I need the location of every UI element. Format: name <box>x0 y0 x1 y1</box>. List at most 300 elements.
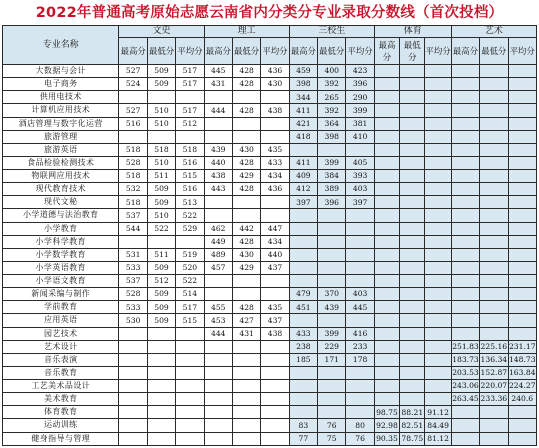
score-cell-tiyu-min <box>400 353 425 366</box>
score-cell-sanxiaosheng-max <box>289 143 317 156</box>
score-cell-ligong-max <box>204 196 232 209</box>
score-cell-yishu-max <box>451 196 479 209</box>
score-cell-tiyu-avg: 81.12 <box>425 432 451 446</box>
score-cell-sanxiaosheng-min: 384 <box>318 170 346 183</box>
score-cell-sanxiaosheng-min: 439 <box>318 301 346 314</box>
score-cell-sanxiaosheng-min <box>318 209 346 222</box>
score-cell-tiyu-avg <box>425 196 451 209</box>
major-name-cell: 食品检验检测技术 <box>3 156 119 169</box>
score-cell-wenshi-max: 527 <box>119 65 147 78</box>
score-cell-sanxiaosheng-avg: 410 <box>346 130 374 143</box>
score-cell-ligong-max: 449 <box>204 235 232 248</box>
score-cell-ligong-min <box>232 275 260 288</box>
score-cell-sanxiaosheng-avg <box>346 209 374 222</box>
score-cell-yishu-min <box>480 65 508 78</box>
score-cell-yishu-max <box>451 209 479 222</box>
score-cell-tiyu-min <box>400 301 425 314</box>
score-cell-sanxiaosheng-max: 418 <box>289 130 317 143</box>
score-cell-sanxiaosheng-min: 370 <box>318 288 346 301</box>
score-cell-sanxiaosheng-avg <box>346 406 374 419</box>
score-cell-tiyu-max <box>374 170 399 183</box>
score-cell-yishu-avg <box>508 65 536 78</box>
major-name-cell: 小学道德与法治教育 <box>3 209 119 222</box>
score-cell-yishu-max <box>451 327 479 340</box>
score-cell-wenshi-min: 509 <box>147 314 175 327</box>
score-cell-ligong-avg: 433 <box>261 156 289 169</box>
score-cell-tiyu-max <box>374 301 399 314</box>
score-cell-tiyu-max <box>374 156 399 169</box>
score-cell-tiyu-min <box>400 340 425 353</box>
score-cell-wenshi-avg <box>176 340 204 353</box>
score-cell-wenshi-avg <box>176 393 204 406</box>
score-cell-tiyu-max <box>374 78 399 91</box>
score-cell-ligong-min <box>232 419 260 432</box>
score-cell-ligong-max <box>204 380 232 393</box>
score-cell-yishu-max <box>451 235 479 248</box>
score-cell-wenshi-min: 512 <box>147 275 175 288</box>
table-row <box>3 353 537 366</box>
score-cell-ligong-max: 445 <box>204 65 232 78</box>
score-cell-wenshi-min: 518 <box>147 143 175 156</box>
score-cell-sanxiaosheng-avg: 403 <box>346 183 374 196</box>
major-name-cell: 园艺技术 <box>3 327 119 340</box>
score-cell-ligong-max <box>204 275 232 288</box>
score-cell-ligong-max <box>204 130 232 143</box>
score-cell-sanxiaosheng-max <box>289 406 317 419</box>
score-cell-ligong-avg <box>261 366 289 379</box>
score-cell-tiyu-avg <box>425 288 451 301</box>
score-cell-yishu-max <box>451 65 479 78</box>
major-name-cell: 小学英语教育 <box>3 261 119 274</box>
score-cell-tiyu-max: 90.35 <box>374 432 399 446</box>
score-cell-wenshi-min <box>147 130 175 143</box>
score-cell-yishu-avg <box>508 78 536 91</box>
score-cell-tiyu-avg <box>425 301 451 314</box>
score-cell-sanxiaosheng-max: 412 <box>289 183 317 196</box>
score-cell-sanxiaosheng-min <box>318 366 346 379</box>
score-cell-tiyu-avg <box>425 183 451 196</box>
score-cell-tiyu-max <box>374 222 399 235</box>
group-header-tiyu: 体育 <box>374 26 451 38</box>
score-cell-sanxiaosheng-max <box>289 366 317 379</box>
score-cell-ligong-max <box>204 366 232 379</box>
score-cell-sanxiaosheng-avg <box>346 222 374 235</box>
score-cell-tiyu-max <box>374 393 399 406</box>
score-cell-wenshi-min: 510 <box>147 156 175 169</box>
table-row <box>3 288 537 301</box>
admission-score-table <box>2 25 537 446</box>
score-cell-tiyu-min <box>400 314 425 327</box>
score-cell-yishu-avg: 224.27 <box>508 380 536 393</box>
score-cell-ligong-avg: 434 <box>261 170 289 183</box>
major-name-cell: 电子商务 <box>3 78 119 91</box>
table-row <box>3 327 537 340</box>
score-cell-ligong-avg <box>261 288 289 301</box>
major-name-cell: 酒店管理与数字化运营 <box>3 117 119 130</box>
major-name-cell: 小学语文教育 <box>3 275 119 288</box>
score-cell-wenshi-min <box>147 393 175 406</box>
score-cell-yishu-max <box>451 91 479 104</box>
score-cell-wenshi-avg: 515 <box>176 314 204 327</box>
score-cell-yishu-avg <box>508 196 536 209</box>
score-cell-yishu-min: 225.16 <box>480 340 508 353</box>
score-cell-ligong-min <box>232 406 260 419</box>
score-cell-wenshi-avg <box>176 366 204 379</box>
score-cell-yishu-max: 203.53 <box>451 366 479 379</box>
score-cell-ligong-min: 429 <box>232 261 260 274</box>
score-cell-yishu-max <box>451 288 479 301</box>
score-cell-yishu-avg <box>508 314 536 327</box>
score-cell-sanxiaosheng-avg <box>346 143 374 156</box>
score-cell-tiyu-avg <box>425 275 451 288</box>
score-cell-sanxiaosheng-max <box>289 314 317 327</box>
score-cell-ligong-min <box>232 117 260 130</box>
score-cell-sanxiaosheng-avg: 178 <box>346 353 374 366</box>
score-cell-ligong-avg <box>261 275 289 288</box>
table-row <box>3 235 537 248</box>
major-name-cell: 音乐表演 <box>3 353 119 366</box>
score-cell-sanxiaosheng-avg <box>346 261 374 274</box>
score-cell-sanxiaosheng-min <box>318 314 346 327</box>
score-cell-yishu-max <box>451 156 479 169</box>
score-cell-yishu-avg <box>508 288 536 301</box>
score-cell-tiyu-min <box>400 196 425 209</box>
score-cell-sanxiaosheng-min <box>318 248 346 261</box>
score-cell-ligong-max: 453 <box>204 314 232 327</box>
score-cell-ligong-min: 428 <box>232 156 260 169</box>
header-group-row <box>3 26 537 38</box>
score-cell-sanxiaosheng-avg: 416 <box>346 327 374 340</box>
score-cell-tiyu-max <box>374 366 399 379</box>
score-cell-yishu-avg <box>508 104 536 117</box>
table-row <box>3 143 537 156</box>
score-cell-sanxiaosheng-min: 171 <box>318 353 346 366</box>
score-cell-sanxiaosheng-avg: 445 <box>346 301 374 314</box>
score-cell-tiyu-max: 98.75 <box>374 406 399 419</box>
score-cell-yishu-avg: 148.73 <box>508 353 536 366</box>
table-row <box>3 406 537 419</box>
score-cell-tiyu-min <box>400 380 425 393</box>
sub-header-min: 最低分 <box>318 38 346 65</box>
score-cell-wenshi-avg <box>176 91 204 104</box>
score-cell-yishu-max <box>451 248 479 261</box>
score-cell-wenshi-max: 530 <box>119 314 147 327</box>
score-cell-yishu-min <box>480 183 508 196</box>
score-cell-sanxiaosheng-min <box>318 380 346 393</box>
score-cell-tiyu-avg <box>425 248 451 261</box>
score-cell-ligong-min: 428 <box>232 104 260 117</box>
score-cell-sanxiaosheng-avg: 397 <box>346 196 374 209</box>
score-cell-wenshi-min <box>147 432 175 446</box>
group-header-yishu: 艺术 <box>451 26 536 38</box>
score-cell-sanxiaosheng-max: 409 <box>289 170 317 183</box>
score-cell-sanxiaosheng-min: 389 <box>318 183 346 196</box>
score-cell-wenshi-avg: 517 <box>176 65 204 78</box>
score-cell-yishu-max <box>451 143 479 156</box>
score-cell-yishu-min <box>480 432 508 446</box>
score-cell-ligong-max: 457 <box>204 261 232 274</box>
table-row <box>3 170 537 183</box>
score-cell-ligong-min: 431 <box>232 327 260 340</box>
score-cell-wenshi-max: 531 <box>119 248 147 261</box>
score-cell-ligong-min <box>232 432 260 446</box>
score-cell-wenshi-max: 533 <box>119 261 147 274</box>
score-cell-wenshi-avg: 516 <box>176 156 204 169</box>
score-cell-yishu-min <box>480 130 508 143</box>
score-cell-yishu-avg <box>508 209 536 222</box>
score-cell-wenshi-avg: 522 <box>176 209 204 222</box>
score-cell-yishu-min <box>480 170 508 183</box>
score-cell-yishu-min: 152.87 <box>480 366 508 379</box>
score-cell-wenshi-max: 544 <box>119 222 147 235</box>
score-cell-ligong-avg: 436 <box>261 65 289 78</box>
score-cell-tiyu-min <box>400 288 425 301</box>
score-cell-sanxiaosheng-min: 265 <box>318 91 346 104</box>
score-cell-tiyu-min <box>400 156 425 169</box>
score-cell-wenshi-max <box>119 130 147 143</box>
score-cell-ligong-avg <box>261 393 289 406</box>
score-cell-sanxiaosheng-max: 344 <box>289 91 317 104</box>
score-cell-ligong-max <box>204 288 232 301</box>
score-cell-ligong-avg <box>261 353 289 366</box>
score-cell-yishu-max <box>451 275 479 288</box>
sub-header-min: 最低分 <box>147 38 175 65</box>
table-row <box>3 91 537 104</box>
score-cell-ligong-max <box>204 209 232 222</box>
score-cell-ligong-avg <box>261 380 289 393</box>
score-cell-sanxiaosheng-avg: 403 <box>346 288 374 301</box>
score-cell-wenshi-avg: 517 <box>176 78 204 91</box>
score-cell-ligong-max <box>204 406 232 419</box>
major-name-cell: 音乐教育 <box>3 366 119 379</box>
score-cell-wenshi-min: 509 <box>147 288 175 301</box>
score-cell-yishu-max <box>451 301 479 314</box>
score-cell-tiyu-max <box>374 91 399 104</box>
score-cell-tiyu-avg <box>425 209 451 222</box>
score-cell-tiyu-min: 88.21 <box>400 406 425 419</box>
score-cell-yishu-min <box>480 156 508 169</box>
score-cell-tiyu-max <box>374 314 399 327</box>
score-cell-wenshi-min <box>147 406 175 419</box>
score-cell-ligong-min: 430 <box>232 248 260 261</box>
major-name-cell: 健身指导与管理 <box>3 432 119 446</box>
table-row <box>3 78 537 91</box>
score-cell-sanxiaosheng-min: 392 <box>318 104 346 117</box>
score-cell-wenshi-max <box>119 393 147 406</box>
score-cell-ligong-min: 428 <box>232 301 260 314</box>
score-cell-tiyu-avg <box>425 380 451 393</box>
score-cell-wenshi-max: 537 <box>119 275 147 288</box>
score-cell-wenshi-min <box>147 380 175 393</box>
score-cell-wenshi-avg: 518 <box>176 143 204 156</box>
score-cell-wenshi-max: 518 <box>119 143 147 156</box>
score-cell-sanxiaosheng-min: 75 <box>318 432 346 446</box>
score-cell-sanxiaosheng-avg <box>346 393 374 406</box>
score-cell-sanxiaosheng-min: 398 <box>318 130 346 143</box>
score-cell-yishu-avg <box>508 222 536 235</box>
score-cell-ligong-avg: 437 <box>261 261 289 274</box>
score-cell-wenshi-min: 510 <box>147 209 175 222</box>
score-cell-tiyu-max: 92.98 <box>374 419 399 432</box>
score-cell-sanxiaosheng-max: 459 <box>289 65 317 78</box>
score-cell-sanxiaosheng-max: 397 <box>289 196 317 209</box>
table-row <box>3 393 537 406</box>
table-row <box>3 301 537 314</box>
major-name-cell: 供用电技术 <box>3 91 119 104</box>
score-cell-sanxiaosheng-max <box>289 209 317 222</box>
table-row <box>3 65 537 78</box>
score-cell-tiyu-max <box>374 65 399 78</box>
score-cell-sanxiaosheng-min: 364 <box>318 117 346 130</box>
score-cell-ligong-min <box>232 393 260 406</box>
score-cell-wenshi-max <box>119 340 147 353</box>
score-cell-ligong-max: 438 <box>204 170 232 183</box>
score-cell-wenshi-avg: 514 <box>176 288 204 301</box>
score-cell-yishu-min <box>480 301 508 314</box>
score-cell-wenshi-min: 510 <box>147 117 175 130</box>
score-cell-ligong-avg <box>261 117 289 130</box>
score-cell-tiyu-min <box>400 65 425 78</box>
score-cell-tiyu-min: 78.75 <box>400 432 425 446</box>
score-cell-tiyu-min <box>400 183 425 196</box>
score-cell-yishu-max: 183.73 <box>451 353 479 366</box>
table-body <box>3 65 537 446</box>
score-cell-yishu-max: 243.06 <box>451 380 479 393</box>
sub-header-avg: 平均分 <box>261 38 289 65</box>
sub-header-avg: 平均分 <box>176 38 204 65</box>
major-name-cell: 应用英语 <box>3 314 119 327</box>
score-cell-ligong-max <box>204 340 232 353</box>
score-cell-tiyu-max <box>374 275 399 288</box>
score-cell-wenshi-min: 509 <box>147 78 175 91</box>
table-row <box>3 209 537 222</box>
sub-header-avg: 平均分 <box>425 38 451 65</box>
score-cell-yishu-avg <box>508 327 536 340</box>
score-cell-sanxiaosheng-avg <box>346 248 374 261</box>
major-name-cell: 旅游管理 <box>3 130 119 143</box>
table-row <box>3 117 537 130</box>
table-row <box>3 156 537 169</box>
score-cell-yishu-min: 136.34 <box>480 353 508 366</box>
score-cell-sanxiaosheng-avg <box>346 235 374 248</box>
major-name-cell: 运动训练 <box>3 419 119 432</box>
score-cell-ligong-min <box>232 209 260 222</box>
score-cell-ligong-avg: 438 <box>261 104 289 117</box>
score-cell-yishu-avg <box>508 406 536 419</box>
score-cell-ligong-max: 444 <box>204 104 232 117</box>
major-name-header: 专业名称 <box>3 26 119 65</box>
score-cell-ligong-max: 440 <box>204 156 232 169</box>
table-row <box>3 314 537 327</box>
score-cell-yishu-avg <box>508 235 536 248</box>
score-cell-wenshi-avg: 517 <box>176 301 204 314</box>
score-cell-sanxiaosheng-max: 398 <box>289 78 317 91</box>
score-cell-sanxiaosheng-max <box>289 222 317 235</box>
score-cell-tiyu-avg <box>425 143 451 156</box>
score-cell-wenshi-max <box>119 327 147 340</box>
score-cell-yishu-max <box>451 130 479 143</box>
score-cell-wenshi-avg <box>176 130 204 143</box>
major-name-cell: 物联网应用技术 <box>3 170 119 183</box>
score-cell-tiyu-max <box>374 353 399 366</box>
score-cell-yishu-max: 251.83 <box>451 340 479 353</box>
score-cell-ligong-min <box>232 288 260 301</box>
table-row <box>3 432 537 446</box>
score-cell-wenshi-avg: 517 <box>176 104 204 117</box>
score-cell-tiyu-avg <box>425 130 451 143</box>
score-cell-wenshi-max: 537 <box>119 209 147 222</box>
score-cell-tiyu-avg <box>425 170 451 183</box>
score-cell-yishu-min <box>480 143 508 156</box>
score-cell-ligong-avg: 436 <box>261 183 289 196</box>
score-cell-sanxiaosheng-min <box>318 393 346 406</box>
score-cell-wenshi-min: 522 <box>147 222 175 235</box>
score-cell-yishu-min <box>480 419 508 432</box>
score-cell-tiyu-max <box>374 143 399 156</box>
score-cell-wenshi-max <box>119 235 147 248</box>
major-name-cell: 小学数学教育 <box>3 248 119 261</box>
score-cell-wenshi-avg: 512 <box>176 117 204 130</box>
score-cell-ligong-max: 444 <box>204 327 232 340</box>
score-cell-wenshi-min: 509 <box>147 65 175 78</box>
score-cell-sanxiaosheng-avg <box>346 314 374 327</box>
score-cell-wenshi-max <box>119 366 147 379</box>
score-cell-wenshi-avg <box>176 406 204 419</box>
score-cell-ligong-avg <box>261 196 289 209</box>
score-cell-wenshi-min: 509 <box>147 301 175 314</box>
major-name-cell: 学前教育 <box>3 301 119 314</box>
score-cell-wenshi-avg <box>176 432 204 446</box>
sub-header-max: 最高分 <box>451 38 479 65</box>
score-cell-tiyu-max <box>374 104 399 117</box>
score-cell-sanxiaosheng-max <box>289 235 317 248</box>
score-cell-ligong-min: 428 <box>232 183 260 196</box>
score-cell-sanxiaosheng-max: 83 <box>289 419 317 432</box>
score-cell-sanxiaosheng-max: 411 <box>289 156 317 169</box>
score-cell-yishu-max: 263.45 <box>451 393 479 406</box>
score-cell-yishu-max <box>451 78 479 91</box>
score-cell-sanxiaosheng-avg <box>346 275 374 288</box>
score-cell-wenshi-avg <box>176 419 204 432</box>
score-cell-wenshi-max: 518 <box>119 196 147 209</box>
score-cell-ligong-avg: 440 <box>261 248 289 261</box>
score-cell-yishu-max <box>451 406 479 419</box>
score-cell-yishu-max <box>451 170 479 183</box>
score-cell-tiyu-min <box>400 78 425 91</box>
score-cell-ligong-max <box>204 393 232 406</box>
score-cell-sanxiaosheng-max: 238 <box>289 340 317 353</box>
score-cell-tiyu-max <box>374 380 399 393</box>
score-cell-wenshi-min <box>147 419 175 432</box>
score-cell-sanxiaosheng-avg: 76 <box>346 432 374 446</box>
group-header-ligong: 理工 <box>204 26 289 38</box>
score-cell-yishu-min <box>480 235 508 248</box>
score-cell-ligong-min: 428 <box>232 78 260 91</box>
score-cell-tiyu-avg <box>425 340 451 353</box>
score-cell-wenshi-max: 527 <box>119 104 147 117</box>
score-cell-sanxiaosheng-avg: 405 <box>346 156 374 169</box>
score-cell-yishu-avg <box>508 117 536 130</box>
score-cell-tiyu-avg <box>425 117 451 130</box>
score-cell-yishu-min: 220.07 <box>480 380 508 393</box>
score-cell-wenshi-max: 528 <box>119 156 147 169</box>
score-cell-yishu-min <box>480 406 508 419</box>
score-cell-yishu-max <box>451 222 479 235</box>
score-cell-sanxiaosheng-avg: 423 <box>346 65 374 78</box>
score-cell-yishu-max <box>451 117 479 130</box>
score-cell-wenshi-min: 509 <box>147 183 175 196</box>
major-name-cell: 小学科学教育 <box>3 235 119 248</box>
